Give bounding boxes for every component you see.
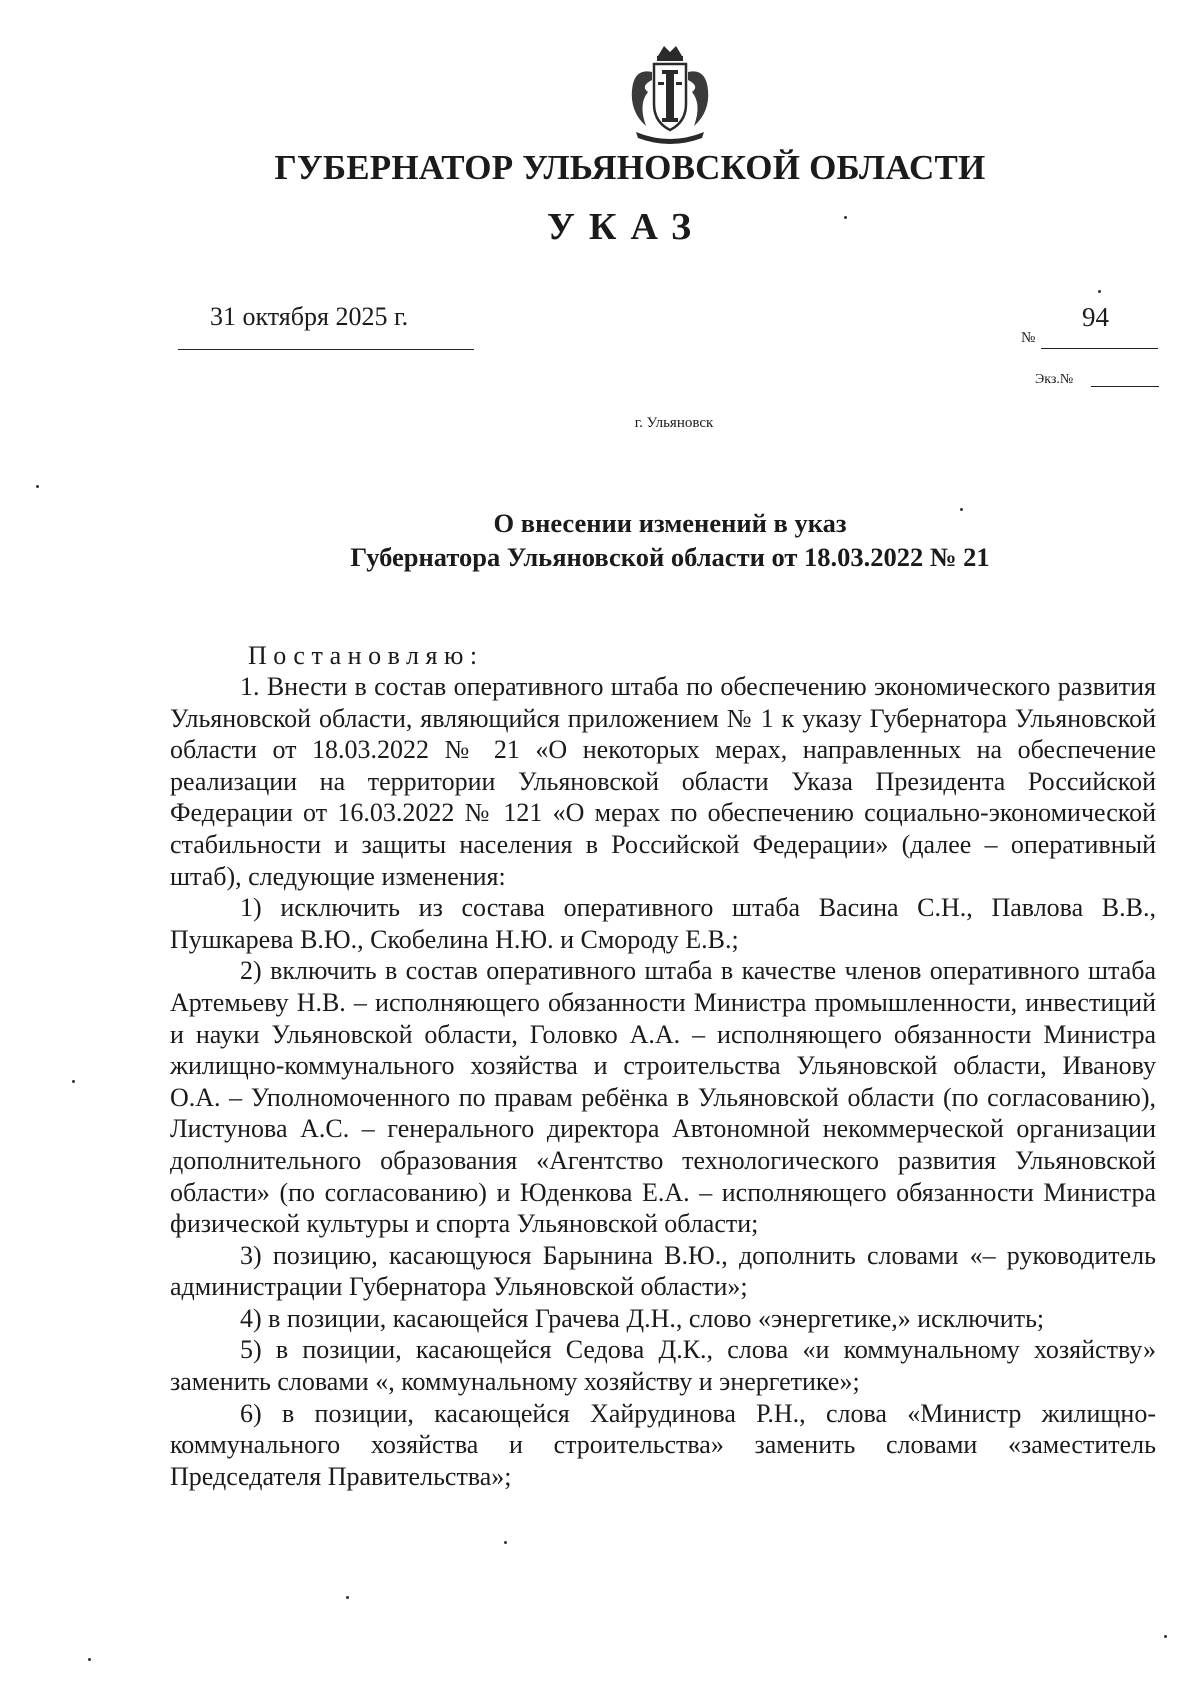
number-sign: №: [1021, 330, 1036, 346]
issue-city: г. Ульяновск: [634, 415, 714, 431]
scan-speck: [88, 1658, 91, 1661]
paragraph-1-1: 1) исключить из состава оперативного штаба Васина С.Н., Павлова В.В., Пушкарева В.Ю., Скобелина Н.Ю. и Смороду Е.В.;: [170, 893, 1156, 954]
copy-number-underline: [1091, 386, 1159, 387]
paragraph-1: 1. Внести в состав оперативного штаба по обеспечению экономического развития Ульяновской области, являющийся приложением № 1 к указу Губернатора Ульяновской области от 18.03.2022 № 21 «О некоторых мерах, направленных на обеспечение реализации на территории Ульяновской области Указа Президента Российской Федерации от 16.03.2022 № 121 «О мерах по обеспечению социально-экономической стабильности и защиты населения в Российской Федерации» (далее – оперативный штаб), следующие изменения:: [170, 672, 1156, 891]
decree-title-line-2: Губернатора Ульяновской области от 18.03.2022 № 21: [350, 542, 990, 572]
paragraph-1-4: 4) в позиции, касающейся Грачева Д.Н., слово «энергетике,» исключить;: [240, 1303, 1045, 1333]
document-type: УКАЗ: [547, 206, 705, 248]
scan-speck: [844, 216, 847, 219]
decree-number: 94: [1082, 302, 1109, 332]
date-underline: [178, 349, 474, 350]
issuing-authority: ГУБЕРНАТОР УЛЬЯНОВСКОЙ ОБЛАСТИ: [274, 148, 986, 187]
copy-number-label: Экз.№: [1035, 372, 1074, 387]
paragraph-1-3: 3) позицию, касающуюся Барынина В.Ю., дополнить словами «– руководитель администрации Губернатора Ульяновской области»;: [170, 1240, 1156, 1302]
paragraph-1-5: 5) в позиции, касающейся Седова Д.К., слова «и коммунальному хозяйству» заменить словами «, коммунальному хозяйству и энергетике»;: [170, 1335, 1156, 1397]
decree-word: Постановляю:: [248, 641, 484, 670]
scan-speck: [36, 485, 39, 488]
scan-speck: [346, 1596, 349, 1599]
number-underline: [1041, 348, 1158, 349]
decree-body: [170, 640, 1156, 1492]
scan-speck: [72, 1080, 75, 1083]
decree-title-line-1: О внесении изменений в указ: [493, 508, 847, 538]
scan-speck: [504, 1541, 507, 1544]
decree-title: [70, 506, 1200, 574]
scan-speck: [960, 508, 963, 511]
paragraph-1-2: 2) включить в состав оперативного штаба в качестве членов оперативного штаба Артемьеву Н.В. – исполняющего обязанности Министра промышленности, инвестиций и науки Ульяновской области, Головко А.А. – исполняющего обязанности Министра жилищно-коммунального хозяйства и строительства Ульяновской области, Иванову О.А. – Уполномоченного по правам ребёнка в Ульяновской области (по согласованию), Листунова А.С. – генерального директора Автономной некоммерческой организации дополнительного образования «Агентство технологического развития Ульяновской области» (по согласованию) и Юденкова Е.А. – исполняющего обязанности Министра физической культуры и спорта Ульяновской области;: [170, 956, 1156, 1239]
coat-of-arms-icon: [624, 42, 716, 146]
scan-speck: [1098, 290, 1101, 293]
decree-date: 31 октября 2025 г.: [210, 302, 409, 331]
scan-speck: [1164, 1635, 1167, 1638]
paragraph-1-6: 6) в позиции, касающейся Хайрудинова Р.Н., слова «Министр жилищно-коммунального хозяйства и строительства» заменить словами «заместитель Председателя Правительства»;: [170, 1398, 1156, 1491]
